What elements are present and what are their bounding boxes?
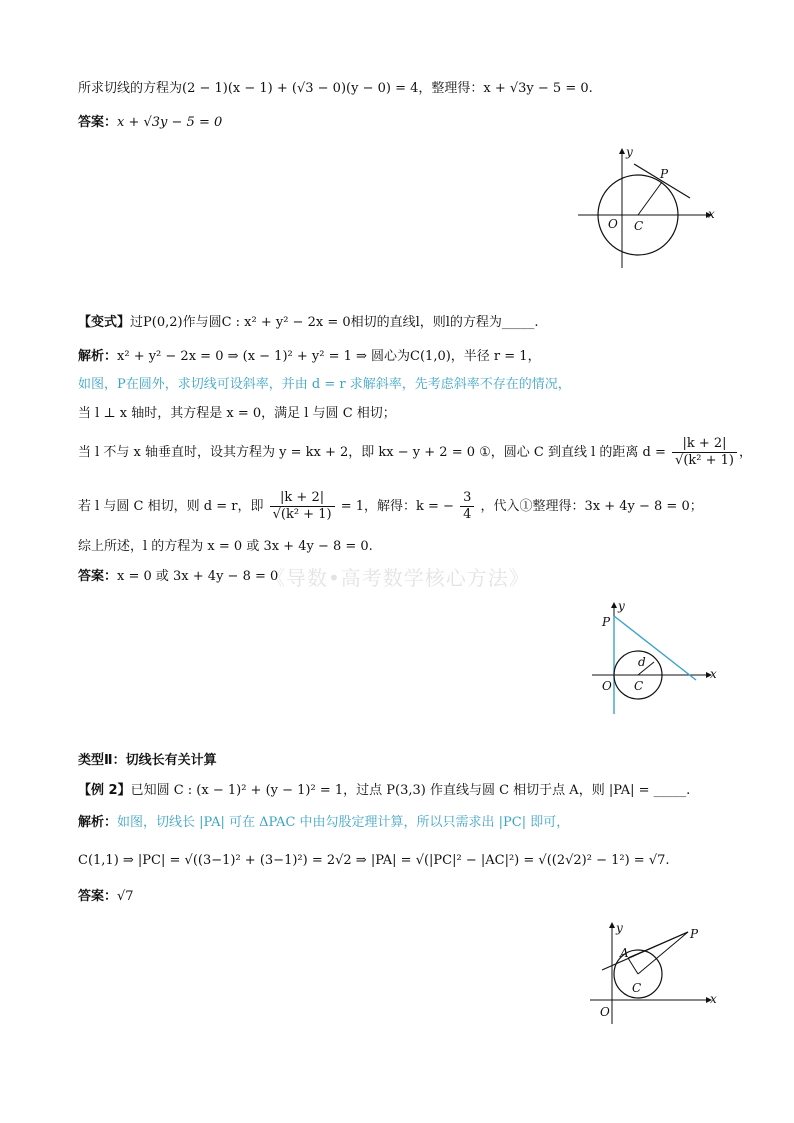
answer-1: [78, 112, 222, 134]
solution-text-5c: ，代入①整理得：3x + 4y − 8 = 0；: [480, 499, 703, 514]
fig3-y-label: y: [616, 921, 623, 935]
variant-question: [78, 312, 539, 334]
answer-3: [78, 886, 134, 908]
section-heading: 类型Ⅱ：切线长有关计算: [78, 753, 217, 768]
fig1-x-label: x: [708, 207, 715, 221]
answer-value: √7: [117, 889, 134, 904]
solution-line-1: [78, 346, 541, 368]
solution-line-3: 当 l ⊥ x 轴时，其方程是 x = 0，满足 l 与圆 C 相切；: [78, 406, 396, 421]
solution2-text-1: 如图，切线长 |PA| 可在 ΔPAC 中由勾股定理计算，所以只需求出 |PC| 即可，: [117, 815, 570, 830]
answer-value: x + √3y − 5 = 0: [117, 115, 223, 130]
solution-line-4: 当 l 不与 x 轴垂直时，设其方程为 y = kx + 2，即 kx − y + 2 = 0 ①，圆心 C 到直线 l 的距离 d = $\frac{|k + 2|}{\text{√(k² + 1)}}$ ，: [78, 436, 752, 468]
solution-text-5a: 若 l 与圆 C 相切，则 d = r，即: [78, 499, 264, 514]
solution2-line-2: C(1,1) ⇒ |PC| = √((3−1)² + (3−1)²) = 2√2 ⇒ |PA| = √(|PC|² − |AC|²) = √((2√2)² − 1²) = √7.: [78, 853, 670, 868]
slope-fraction: [460, 490, 474, 523]
derivation-line: 所求切线的方程为(2 − 1)(x − 1) + (√3 − 0)(y − 0) = 4，整理得：x + √3y − 5 = 0.: [78, 81, 593, 96]
fig3-center-label: C: [632, 981, 642, 995]
watermark: 《导数•高考数学核心方法》: [265, 566, 530, 590]
answer-2: [78, 566, 278, 588]
answer-label: 答案：: [78, 889, 118, 904]
fraction-denominator: √(k² + 1): [675, 453, 734, 468]
fig1-origin-label: O: [608, 217, 618, 231]
example-2-question: [78, 780, 690, 802]
answer-label: 答案：: [78, 569, 118, 584]
fig1-point-p-label: P: [660, 167, 669, 181]
example-text: 已知圆 C : (x − 1)² + (y − 1)² = 1，过点 P(3,3) 作直线与圆 C 相切于点 A，则 |PA| = _____.: [130, 783, 691, 798]
fig1-y-label: y: [626, 145, 633, 159]
fig1-center-label: C: [634, 219, 644, 233]
variant-tag: 【变式】: [78, 315, 131, 330]
fig2-point-p-label: P: [602, 615, 611, 629]
solution-label: 解析：: [78, 349, 118, 364]
variant-text: 过P(0,2)作与圆C : x² + y² − 2x = 0相切的直线l，则l的方程为_____.: [130, 315, 539, 330]
example-tag: 【例 2】: [78, 783, 131, 798]
fig3-x-label: x: [710, 992, 717, 1006]
fraction-numerator: 3: [460, 490, 474, 507]
solution-text-1: x² + y² − 2x = 0 ⇒ (x − 1)² + y² = 1 ⇒ 圆心为C(1,0)，半径 r = 1，: [117, 349, 541, 364]
figure-1-circle-tangent: [578, 145, 718, 273]
figure-2-circle-two-tangents: [592, 600, 732, 730]
fig2-center-label: C: [634, 679, 644, 693]
fraction-denominator: 4: [463, 507, 472, 522]
tangent-fraction: [270, 490, 335, 523]
solution-text-4: 当 l 不与 x 轴垂直时，设其方程为 y = kx + 2，即 kx − y + 2 = 0 ①，圆心 C 到直线 l 的距离 d =: [78, 445, 666, 460]
fraction-numerator: |k + 2|: [672, 436, 737, 453]
fig2-y-label: y: [618, 599, 625, 613]
fig2-x-label: x: [710, 667, 717, 681]
solution-label: 解析：: [78, 815, 118, 830]
solution-line-6: 综上所述，l 的方程为 x = 0 或 3x + 4y − 8 = 0.: [78, 539, 373, 554]
fraction-denominator: √(k² + 1): [272, 507, 332, 522]
solution-line-5: [78, 490, 703, 523]
solution-line-2: 如图，P在圆外，求切线可设斜率，并由 d = r 求解斜率，先考虑斜率不存在的情况，: [78, 377, 571, 392]
distance-fraction: [672, 436, 737, 469]
fig2-origin-label: O: [602, 679, 612, 693]
answer-value: x = 0 或 3x + 4y − 8 = 0: [117, 569, 279, 584]
solution-text-5b: = 1，解得：k = −: [340, 499, 454, 514]
figure-3-tangent-length: [590, 920, 730, 1030]
fig3-origin-label: O: [600, 1005, 610, 1019]
answer-label: 答案：: [78, 115, 118, 130]
fig3-point-p-label: P: [690, 927, 699, 941]
fig2-distance-label: d: [638, 655, 646, 669]
fraction-numerator: |k + 2|: [270, 490, 335, 507]
fig3-point-a-label: A: [620, 946, 629, 960]
solution2-line-1: [78, 812, 569, 834]
